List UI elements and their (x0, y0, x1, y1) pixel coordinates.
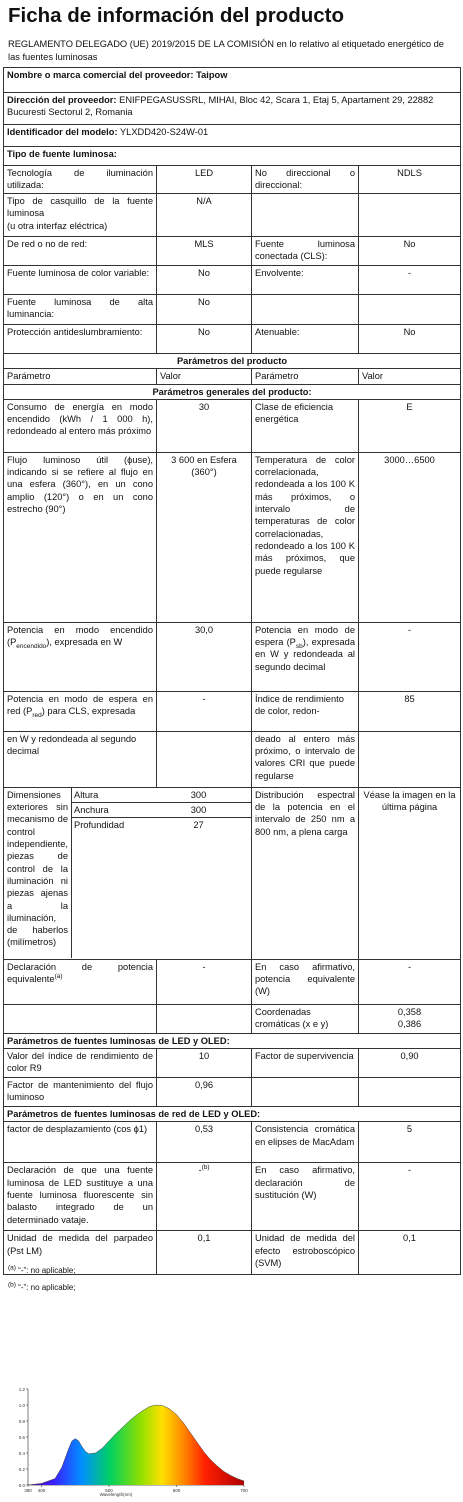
dim-name: Profundidad (74, 820, 125, 831)
antiglare-label: Protección antideslumbramiento: (4, 325, 157, 354)
color-variable-value: No (157, 266, 252, 295)
consumption-label: Consumo de energía en modo encendido (kWh / 1 000 h), redondeado al entero más próximo (4, 399, 157, 452)
tech-label: Tecnología de iluminación utilizada: (4, 166, 157, 194)
x-tick-label: 500 (105, 1488, 113, 1493)
y-tick-label: 1.2 (18, 1387, 25, 1392)
value-header: Valor (157, 369, 252, 384)
dimensions-cell (4, 787, 252, 959)
x-tick-label: 380 (24, 1488, 32, 1493)
displacement-value: 0,53 (157, 1122, 252, 1163)
x-tick-label: 700 (240, 1488, 248, 1493)
cct-label: Temperatura de color correlacionada, redondeada a los 100 K más próximos, o intervalo de temperaturas de color correlacionadas, redondeado a los 100 K más próximos, que puede regularse (252, 452, 359, 622)
r9-value: 10 (157, 1049, 252, 1078)
directional-value: NDLS (359, 166, 461, 194)
flicker-value: 0,1 (157, 1231, 252, 1275)
page-title: Ficha de información del producto (8, 4, 344, 27)
spd-label: Distribución espectral de la potencia en el intervalo de 250 nm a 800 nm, a plena carga (252, 787, 359, 959)
dim-name: Altura (72, 788, 146, 803)
empty-cell (252, 1078, 359, 1107)
empty-cell (157, 731, 252, 787)
equivalent-watts-label: En caso afirmativo, potencia equivalente (W) (252, 959, 359, 1004)
equivalent-power-label: Declaración de potencia equivalente$^{(a)}$ (4, 959, 157, 1004)
supplier-label: Nombre o marca comercial del proveedor: (7, 70, 194, 80)
x-tick-label: 600 (172, 1488, 181, 1493)
model-label: Identificador del modelo: (7, 127, 118, 137)
dimensions-table (72, 788, 251, 833)
x-tick-label: 400 (37, 1488, 46, 1493)
replacement-value: - (359, 1163, 461, 1231)
on-power-value: 30,0 (157, 622, 252, 691)
efficiency-class-value: E (359, 399, 461, 452)
cls-label: Fuente luminosa conectada (CLS): (252, 237, 359, 266)
model-value: YLXDD420-S24W-01 (119, 127, 209, 137)
flicker-label: Unidad de medida del parpadeo (Pst LM) (4, 1231, 157, 1275)
stroboscopic-label: Unidad de medida del efecto estroboscópico (SVM) (252, 1231, 359, 1275)
led-title: Parámetros de fuentes luminosas de LED y OLED: (4, 1033, 461, 1048)
directional-label: No direccional o direccional: (252, 166, 359, 194)
maintenance-value: 0,96 (157, 1078, 252, 1107)
mains-label: De red o no de red: (4, 237, 157, 266)
empty-cell (252, 194, 359, 237)
footnote: $^{(b)}$ “-”: no aplicable; (8, 1281, 76, 1292)
cri-label-cont: deado al entero más próximo, o intervalo de valores CRI que puede regularse (252, 731, 359, 787)
displacement-label: factor de desplazamiento (cos ϕ1) (4, 1122, 157, 1163)
y-tick-label: 0.6 (18, 1435, 25, 1440)
product-info-table (3, 67, 461, 1275)
fluorescent-label: Declaración de que una fuente luminosa de LED sustituye a una fuente luminosa fluorescente sin balasto integrado de un determinado vataje. (4, 1163, 157, 1231)
dim-value: 300 (146, 803, 251, 818)
led-mains-title: Parámetros de fuentes luminosas de red de LED y OLED: (4, 1107, 461, 1122)
standby-power-label: Potencia en modo de espera $(P_{sb})$, expresada en W y redondeada al segundo decimal (252, 622, 359, 691)
mains-value: MLS (157, 237, 252, 266)
dimmable-value: No (359, 325, 461, 354)
regulation-text: REGLAMENTO DELEGADO (UE) 2019/2015 DE LA COMISIÓN en lo relativo al etiquetado energético de las fuentes luminosas (8, 39, 444, 62)
equivalent-watts-value: - (359, 959, 461, 1004)
cct-value: 3000…6500 (359, 452, 461, 622)
network-standby-label: Potencia en modo de espera en red $(P_{red})$ para CLS, expresada (4, 691, 157, 731)
fluorescent-value: -$^{(b)}$ (157, 1163, 252, 1231)
macadam-value: 5 (359, 1122, 461, 1163)
replacement-label: En caso afirmativo, declaración de sustitución (W) (252, 1163, 359, 1231)
socket-value: N/A (157, 194, 252, 237)
y-tick-label: 0.4 (18, 1451, 25, 1456)
empty-cell (359, 1078, 461, 1107)
equivalent-power-value: - (157, 959, 252, 1004)
network-standby-value: - (157, 691, 252, 731)
r9-label: Valor del índice de rendimiento de color R9 (4, 1049, 157, 1078)
address-value: ENIFPEGASUSSRL, MIHAI, Bloc 42, Scara 1, Etaj 5, Apartament 29, 22882 Bucuresti Sectorul 2, Romania (7, 95, 434, 118)
cls-value: No (359, 237, 461, 266)
high-luminance-label: Fuente luminosa de alta luminancia: (4, 295, 157, 325)
footnote: $^{(a)}$ “-”: no aplicable; (8, 1264, 76, 1275)
general-title: Parámetros generales del producto: (4, 384, 461, 399)
chromaticity-label: Coordenadas cromáticas (x e y) (252, 1004, 359, 1033)
y-tick-label: 1.0 (18, 1403, 25, 1408)
supplier-row (4, 68, 461, 93)
flux-label: Flujo luminoso útil (ϕuse), indicando si se refiere al flujo en una esfera (360°), en un cono amplio (120°) o en un cono estrecho (90°) (4, 452, 157, 622)
envelope-label: Envolvente: (252, 266, 359, 295)
dim-name: Anchura (72, 803, 146, 818)
maintenance-label: Factor de mantenimiento del flujo luminoso (4, 1078, 157, 1107)
spectrum-area (28, 1405, 244, 1485)
chromaticity-value: 0,358 0,386 (359, 1004, 461, 1033)
macadam-label: Consistencia cromática en elipses de MacAdam (252, 1122, 359, 1163)
tech-value: LED (157, 166, 252, 194)
standby-power-value: - (359, 622, 461, 691)
socket-label: Tipo de casquillo de la fuente luminosa (u otra interfaz eléctrica) (4, 194, 157, 237)
y-tick-label: 0.0 (18, 1483, 25, 1488)
survival-label: Factor de supervivencia (252, 1049, 359, 1078)
cri-value: 85 (359, 691, 461, 731)
envelope-value: - (359, 266, 461, 295)
address-label: Dirección del proveedor: (7, 95, 117, 105)
empty-cell (157, 1004, 252, 1033)
dimmable-label: Atenuable: (252, 325, 359, 354)
param-header: Parámetro (4, 369, 157, 384)
color-variable-label: Fuente luminosa de color variable: (4, 266, 157, 295)
survival-value: 0,90 (359, 1049, 461, 1078)
empty-cell (252, 295, 359, 325)
network-standby-label-cont: en W y redondeada al segundo decimal (4, 731, 157, 787)
empty-cell (359, 194, 461, 237)
model-row (4, 125, 461, 147)
x-axis-label: Wavelength(nm) (99, 1492, 133, 1497)
y-tick-label: 0.2 (18, 1467, 25, 1472)
dim-value: 300 (146, 788, 251, 803)
high-luminance-value: No (157, 295, 252, 325)
consumption-value: 30 (157, 399, 252, 452)
params-title: Parámetros del producto (4, 354, 461, 369)
y-tick-label: 0.8 (18, 1419, 25, 1424)
param-header: Parámetro (252, 369, 359, 384)
empty-cell (359, 731, 461, 787)
antiglare-value: No (157, 325, 252, 354)
value-header: Valor (359, 369, 461, 384)
address-row (4, 93, 461, 125)
efficiency-class-label: Clase de eficiencia energética (252, 399, 359, 452)
supplier-value: Taipow (196, 70, 228, 80)
stroboscopic-value: 0,1 (359, 1231, 461, 1275)
spectrum-chart-svg (8, 1385, 250, 1497)
dim-value: 27 (193, 820, 204, 831)
empty-cell (4, 1004, 157, 1033)
spectrum-chart (8, 1385, 250, 1497)
dimensions-label: Dimensiones exteriores sin mecanismo de control independiente, piezas de control de la iluminación ni piezas ajenas a la iluminación, de haberlos (milímetros) (4, 788, 72, 958)
type-section-header: Tipo de fuente luminosa: (4, 147, 461, 166)
on-power-label: Potencia en modo encendido $(P_{encendido})$, expresada en W (4, 622, 157, 691)
spd-value: Véase la imagen en la última página (359, 787, 461, 959)
footnotes (8, 1262, 76, 1296)
flux-value: 3 600 en Esfera (360°) (157, 452, 252, 622)
cri-label: Índice de rendimiento de color, redon- (252, 691, 359, 731)
empty-cell (359, 295, 461, 325)
